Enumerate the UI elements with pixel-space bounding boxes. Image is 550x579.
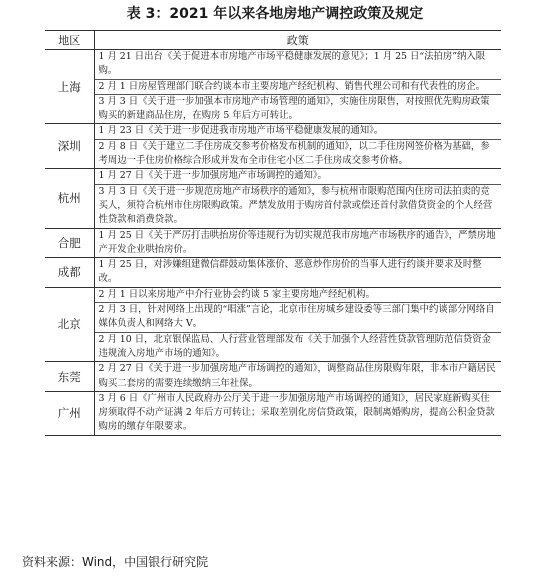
policy-item: 3 月 3 日《关于进一步加强本市房地产市场管理的通知》，实施住房限售，对按照优先购房政策购买的新建商品住房，在购房 5 年后方可转让。 [95,94,502,124]
policy-item: 2 月 1 日房屋管理部门联合约谈本市主要房地产经纪机构、销售代理公司和有代表性的房企。 [95,79,502,94]
table-row [45,362,501,392]
header-policy: 政策 [94,31,501,50]
region-cell: 深圳 [45,124,94,169]
region-cell: 广州 [45,391,94,435]
region-cell: 合肥 [45,228,94,258]
table-row [45,228,501,258]
table-row [45,391,501,435]
policy-item: 2 月 8 日《关于建立二手住房成交参考价格发布机制的通知》，以二手住房网签价格为基础，参考周边一手住房价格综合形成并发布全市住宅小区二手住房成交参考价格。 [95,139,502,169]
policy-item: 2 月 1 日以来房地产中介行业协会约谈 5 家主要房地产经纪机构。 [98,288,376,300]
policy-cell [94,362,501,392]
source-note: 资料来源：Wind，中国银行研究院 [22,555,209,569]
policy-item: 1 月 25 日，对涉嫌组建微信群鼓动集体涨价、恶意炒作房价的当事人进行约谈并要求及时整改。 [98,259,482,285]
policy-cell [94,258,501,288]
region-cell: 杭州 [45,169,94,228]
policy-cell [94,169,501,228]
policy-item: 1 月 23 日《关于进一步促进我市房地产市场平稳健康发展的通知》。 [98,125,384,137]
policy-item: 2 月 27 日《关于进一步加强房地产市场调控的通知》，调整商品住房限购年限，非本市户籍居民购买二套房的需要连续缴纳三年社保。 [98,363,496,389]
header-region: 地区 [45,31,94,50]
policy-cell [94,228,501,258]
policy-cell [94,287,501,361]
policy-cell [94,391,501,435]
policy-item: 3 月 6 日《广州市人民政府办公厅关于进一步加强房地产市场调控的通知》，居民家庭新购买住房须取得不动产证满 2 年后方可转让；采取差别化房信贷政策，限制离婚购房，提高公积金贷款购房的缴存年限要求。 [98,392,495,433]
policy-item: 1 月 25 日《关于严厉打击哄抬房价等违规行为切实规范我市房地产市场秩序的通告》，严禁房地产开发企业哄抬房价。 [98,229,496,255]
region-cell: 成都 [45,258,94,288]
policy-cell [94,124,501,169]
region-cell: 上海 [45,50,94,124]
region-cell: 东莞 [45,362,94,392]
table-header-row [45,31,501,50]
table-row [45,169,501,228]
table-row [45,50,501,124]
table-row [45,258,501,288]
table-row [45,287,501,361]
policy-cell [94,50,501,124]
policy-item: 1 月 27 日《关于进一步加强房地产市场调控的通知》。 [98,170,327,182]
table-title: 表 3：2021 年以来各地房地产调控政策及规定 [126,6,424,22]
region-cell: 北京 [45,287,94,361]
policy-item: 2 月 3 日，针对网络上出现的“唱涨”言论，北京市住房城乡建设委等三部门集中约谈部分网络自媒体负责人和网络大 V。 [95,302,502,332]
policy-table [45,30,501,436]
table-row [45,124,501,169]
policy-item: 1 月 21 日出台《关于促进本市房地产市场平稳健康发展的意见》；1 月 25 日“法拍房”纳入限购。 [98,51,486,77]
policy-item: 3 月 3 日《关于进一步规范房地产市场秩序的通知》，参与杭州市限购范围内住房司法拍卖的竞买人，须符合杭州市住房限购政策。严禁发放用于购房首付款或偿还首付款借贷资金的个人经营性贷款和消费贷款。 [95,184,502,228]
policy-item: 2 月 10 日，北京银保监局、人行营业管理部发布《关于加强个人经营性贷款管理防范信贷资金违规流入房地产市场的通知》。 [95,332,502,362]
